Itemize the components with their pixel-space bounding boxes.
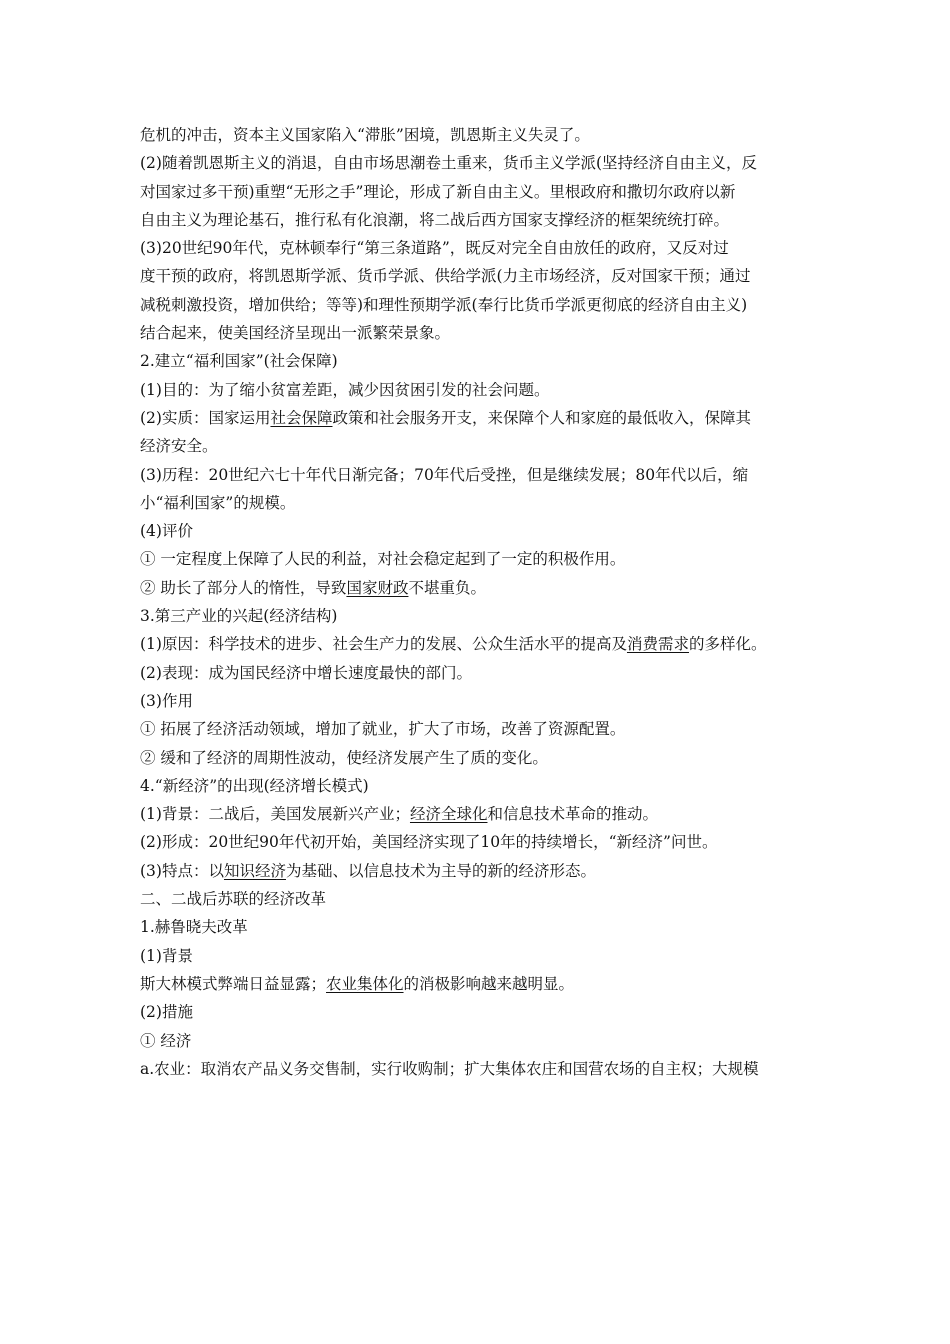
underlined-term: 社会保障 <box>270 408 333 427</box>
text-segment: 减税刺激投资，增加供给；等等)和理性预期学派(奉行比货币学派更彻底的经济自由主义) <box>140 295 748 314</box>
text-line <box>140 404 812 432</box>
text-segment: (1)目的：为了缩小贫富差距，减少因贫困引发的社会问题。 <box>140 380 550 399</box>
text-segment: (2)实质：国家运用 <box>140 408 271 427</box>
text-segment: (2)随着凯恩斯主义的消退，自由市场思潮卷土重来，货币主义学派(坚持经济自由主义，反 <box>140 154 758 173</box>
text-segment: (3)历程：20世纪六七十年代日渐完备；70年代后受挫，但是继续发展；80年代以后，缩 <box>140 465 749 484</box>
text-segment: 和信息技术革命的推动。 <box>487 805 658 824</box>
text-segment: (3)20世纪90年代，克林顿奉行“第三条道路”，既反对完全自由放任的政府，又反对过 <box>140 239 729 258</box>
text-line <box>140 178 812 206</box>
text-line <box>140 885 812 913</box>
text-line <box>140 800 812 828</box>
text-line <box>140 715 812 743</box>
text-line <box>140 659 812 687</box>
document-body <box>140 121 812 1083</box>
text-line <box>140 1027 812 1055</box>
text-segment: 结合起来，使美国经济呈现出一派繁荣景象。 <box>140 324 451 343</box>
text-line <box>140 998 812 1026</box>
text-segment: ① 一定程度上保障了人民的利益，对社会稳定起到了一定的积极作用。 <box>140 550 626 569</box>
text-segment: ① 拓展了经济活动领域，增加了就业，扩大了市场，改善了资源配置。 <box>140 720 626 739</box>
text-line <box>140 942 812 970</box>
text-segment: 二、二战后苏联的经济改革 <box>140 890 327 909</box>
text-segment: 自由主义为理论基石，推行私有化浪潮，将二战后西方国家支撑经济的框架统统打碎。 <box>140 210 730 229</box>
text-line <box>140 1055 812 1083</box>
text-line <box>140 489 812 517</box>
text-line <box>140 121 812 149</box>
text-segment: 小“福利国家”的规模。 <box>140 493 296 512</box>
text-line <box>140 857 812 885</box>
text-line <box>140 828 812 856</box>
text-line <box>140 602 812 630</box>
text-line <box>140 630 812 658</box>
underlined-term: 知识经济 <box>223 861 286 880</box>
text-line <box>140 206 812 234</box>
text-segment: (4)评价 <box>140 522 193 541</box>
text-segment: 2.建立“福利国家”(社会保障) <box>140 352 338 371</box>
text-segment: ② 助长了部分人的惰性，导致 <box>140 578 347 597</box>
text-line <box>140 687 812 715</box>
text-line <box>140 545 812 573</box>
text-segment: (3)作用 <box>140 691 193 710</box>
text-line <box>140 347 812 375</box>
text-segment: 的消极影响越来越明显。 <box>403 974 575 993</box>
text-segment: ② 缓和了经济的周期性波动，使经济发展产生了质的变化。 <box>140 748 548 767</box>
text-segment: 3.第三产业的兴起(经济结构) <box>140 607 338 626</box>
text-segment: (3)特点：以 <box>140 861 224 880</box>
underlined-term: 农业集体化 <box>326 974 404 993</box>
text-line <box>140 262 812 290</box>
text-segment: 的多样化。 <box>688 635 767 654</box>
text-segment: (2)表现：成为国民经济中增长速度最快的部门。 <box>140 663 472 682</box>
text-segment: 度干预的政府，将凯恩斯学派、货币学派、供给学派(力主市场经济，反对国家干预；通过 <box>140 267 751 286</box>
text-line <box>140 291 812 319</box>
text-segment: ① 经济 <box>140 1031 192 1050</box>
text-line <box>140 574 812 602</box>
text-line <box>140 432 812 460</box>
text-line <box>140 376 812 404</box>
text-line <box>140 772 812 800</box>
text-segment: 为基础、以信息技术为主导的新的经济形态。 <box>285 861 596 880</box>
text-segment: 斯大林模式弊端日益显露； <box>140 974 327 993</box>
text-segment: (2)形成：20世纪90年代初开始，美国经济实现了10年的持续增长，“新经济”问世。 <box>140 833 718 852</box>
text-segment: (1)背景 <box>140 946 193 965</box>
text-segment: 政策和社会服务开支，来保障个人和家庭的最低收入，保障其 <box>332 408 751 427</box>
text-segment: 经济安全。 <box>140 437 218 456</box>
underlined-term: 国家财政 <box>346 578 409 597</box>
text-segment: (1)原因：科学技术的进步、社会生产力的发展、公众生活水平的提高及 <box>140 635 627 654</box>
text-segment: 1.赫鲁晓夫改革 <box>140 918 248 937</box>
text-segment: 对国家过多干预)重塑“无形之手”理论，形成了新自由主义。里根政府和撒切尔政府以新 <box>140 182 736 201</box>
text-segment: 危机的冲击，资本主义国家陷入“滞胀”困境，凯恩斯主义失灵了。 <box>140 126 590 144</box>
text-segment: 4.“新经济”的出现(经济增长模式) <box>140 776 369 795</box>
text-line <box>140 517 812 545</box>
text-segment: (2)措施 <box>140 1003 193 1022</box>
text-segment: 不堪重负。 <box>408 578 486 597</box>
text-line <box>140 970 812 998</box>
text-segment: (1)背景：二战后，美国发展新兴产业； <box>140 805 410 824</box>
text-line <box>140 319 812 347</box>
underlined-term: 经济全球化 <box>409 805 488 824</box>
text-line <box>140 149 812 177</box>
underlined-term: 消费需求 <box>626 635 689 654</box>
text-line <box>140 461 812 489</box>
text-segment: a.农业：取消农产品义务交售制，实行收购制；扩大集体农庄和国营农场的自主权；大规模 <box>140 1059 759 1078</box>
text-line <box>140 234 812 262</box>
text-line <box>140 913 812 941</box>
text-line <box>140 744 812 772</box>
